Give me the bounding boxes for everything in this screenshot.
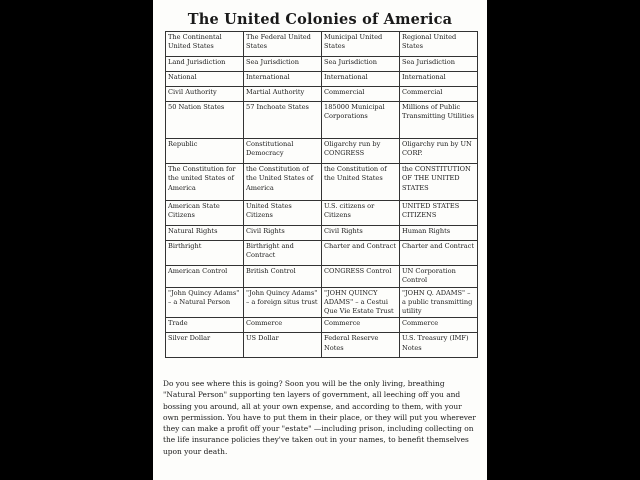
table-cell: Birthright and Contract: [244, 241, 322, 266]
table-row: [166, 226, 478, 241]
table-row: [166, 287, 478, 318]
table-cell: Trade: [166, 318, 244, 333]
table-cell: U.S. Treasury (IMF) Notes: [400, 333, 478, 358]
table-cell: the CONSTITUTION OF THE UNITED STATES: [400, 164, 478, 201]
table-cell: Oligarchy run by UN CORP.: [400, 139, 478, 164]
table-cell: Republic: [166, 139, 244, 164]
table-cell: "JOHN QUINCY ADAMS" – a Cestui Que Vie Estate Trust: [322, 287, 400, 318]
comparison-table: [165, 31, 478, 358]
table-cell: "John Quincy Adams" – a foreign situs trust: [244, 287, 322, 318]
table-cell: Regional United States: [400, 32, 478, 57]
document-title: The United Colonies of America: [187, 11, 453, 28]
body-paragraph: Do you see where this is going? Soon you will be the only living, breathing "Natural Person" supporting ten layers of government, all leeching off you and bossing you around, all at your own expense, and according to them, with your own permission. You have to put them in their place, or they will put you wherever they can make a profit off your "estate" —including prison, including collecting on the life insurance policies they've taken out in your names, to benefit themselves upon your death.: [163, 379, 476, 456]
table-cell: International: [400, 72, 478, 87]
table-cell: Charter and Contract: [400, 241, 478, 266]
table-cell: National: [166, 72, 244, 87]
table-cell: "John Quincy Adams" – a Natural Person: [166, 287, 244, 318]
table-cell: Commerce: [400, 318, 478, 333]
table-row: [166, 318, 478, 333]
table-row: [166, 201, 478, 226]
table-cell: Land Jurisdiction: [166, 57, 244, 72]
table-cell: Municipal United States: [322, 32, 400, 57]
table-row: [166, 333, 478, 358]
table-cell: Oligarchy run by CONGRESS: [322, 139, 400, 164]
table-cell: UNITED STATES CITIZENS: [400, 201, 478, 226]
table-cell: Birthright: [166, 241, 244, 266]
document-page: [153, 0, 487, 480]
table-cell: United States Citizens: [244, 201, 322, 226]
table-cell: The Constitution for the united States of America: [166, 164, 244, 201]
table-cell: the Constitution of the United States of America: [244, 164, 322, 201]
table-cell: Civil Rights: [322, 226, 400, 241]
table-row: [166, 139, 478, 164]
table-cell: Civil Authority: [166, 87, 244, 102]
table-cell: U.S. citizens or Citizens: [322, 201, 400, 226]
table-row: [166, 87, 478, 102]
table-cell: British Control: [244, 266, 322, 288]
table-cell: the Constitution of the United States: [322, 164, 400, 201]
table-row: [166, 102, 478, 139]
table-cell: American Control: [166, 266, 244, 288]
table-cell: Civil Rights: [244, 226, 322, 241]
table-cell: The Continental United States: [166, 32, 244, 57]
table-cell: US Dollar: [244, 333, 322, 358]
table-cell: Charter and Contract: [322, 241, 400, 266]
table-cell: The Federal United States: [244, 32, 322, 57]
table-row: [166, 32, 478, 57]
table-row: [166, 266, 478, 288]
table-cell: Constitutional Democracy: [244, 139, 322, 164]
table-cell: 185000 Municipal Corporations: [322, 102, 400, 139]
table-cell: Sea Jurisdiction: [400, 57, 478, 72]
table-cell: Commerce: [244, 318, 322, 333]
table-cell: UN Corporation Control: [400, 266, 478, 288]
table-cell: "JOHN Q. ADAMS" – a public transmitting utility: [400, 287, 478, 318]
table-cell: Natural Rights: [166, 226, 244, 241]
table-cell: CONGRESS Control: [322, 266, 400, 288]
table-cell: Sea Jurisdiction: [322, 57, 400, 72]
table-cell: Millions of Public Transmitting Utilities: [400, 102, 478, 139]
table-cell: 57 Inchoate States: [244, 102, 322, 139]
table-row: [166, 57, 478, 72]
table-cell: American State Citizens: [166, 201, 244, 226]
table-cell: International: [244, 72, 322, 87]
table-cell: Silver Dollar: [166, 333, 244, 358]
table-row: [166, 241, 478, 266]
table-row: [166, 72, 478, 87]
table-cell: Federal Reserve Notes: [322, 333, 400, 358]
table-row: [166, 164, 478, 201]
table-cell: International: [322, 72, 400, 87]
table-cell: Sea Jurisdiction: [244, 57, 322, 72]
table-cell: Commerce: [322, 318, 400, 333]
table-cell: Commercial: [322, 87, 400, 102]
table-cell: Commercial: [400, 87, 478, 102]
comparison-table-body: [166, 32, 478, 358]
table-cell: Martial Authority: [244, 87, 322, 102]
table-cell: 50 Nation States: [166, 102, 244, 139]
table-cell: Human Rights: [400, 226, 478, 241]
